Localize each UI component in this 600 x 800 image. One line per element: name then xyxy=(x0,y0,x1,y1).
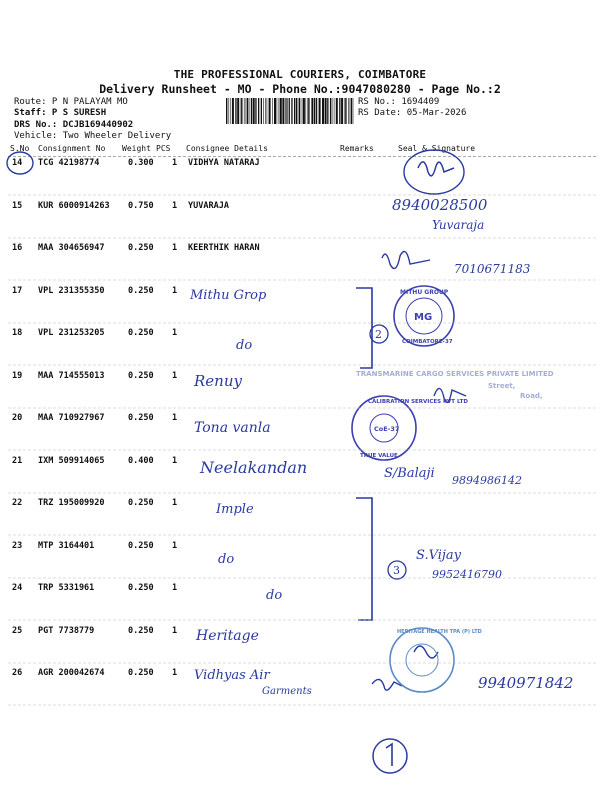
row14-signature-scribble xyxy=(418,162,454,176)
barcode-bar xyxy=(285,98,286,124)
barcode-bar xyxy=(274,98,276,124)
barcode-bar xyxy=(353,98,354,124)
consignee-name: KEERTHIK HARAN xyxy=(188,243,260,253)
consignment-number: PGT 7738779 xyxy=(38,626,95,636)
barcode-bar xyxy=(230,98,231,124)
row16-signature-scribble xyxy=(382,252,430,269)
col-header-consignee: Consignee Details xyxy=(186,144,268,153)
barcode-bar xyxy=(314,98,315,124)
transmarine-line1: TRANSMARINE CARGO SERVICES PRIVATE LIMITED xyxy=(356,370,554,378)
barcode-bar xyxy=(341,98,343,124)
barcode-bar xyxy=(263,98,264,124)
staff-label: Staff: P S SURESH xyxy=(14,108,107,118)
consignee-name: VIDHYA NATARAJ xyxy=(188,158,260,168)
drs-label: DRS No.: DCJB169440902 xyxy=(14,120,134,130)
calibration-center-text: CoE-37 xyxy=(374,425,400,433)
row21-phone-handwritten: 9894986142 xyxy=(452,474,522,487)
weight-value: 0.250 xyxy=(128,286,154,296)
consignee-name: YUVARAJA xyxy=(188,201,229,211)
weight-value: 0.250 xyxy=(128,583,154,593)
barcode-bar xyxy=(348,98,349,124)
row-number: 18 xyxy=(12,328,23,338)
row-number: 14 xyxy=(12,158,23,168)
barcode-bar xyxy=(247,98,248,124)
consignment-number: VPL 231355350 xyxy=(38,286,105,296)
weight-value: 0.250 xyxy=(128,626,154,636)
barcode-bar xyxy=(265,98,266,124)
barcode-bar xyxy=(334,98,335,124)
barcode-bar xyxy=(325,98,327,124)
weight-value: 0.300 xyxy=(128,158,154,168)
calibration-ring-text: CALIBRATION SERVICES PVT LTD xyxy=(368,399,468,405)
consignment-number: KUR 6000914263 xyxy=(38,201,110,211)
row24-sign-handwritten: S.Vijay xyxy=(416,548,462,563)
col-header-pcs: PCS xyxy=(156,144,171,153)
row18-circle-mark xyxy=(370,325,388,343)
row-number: 24 xyxy=(12,583,23,593)
pieces-count: 1 xyxy=(172,413,178,423)
barcode-bar xyxy=(336,98,338,124)
barcode-bar xyxy=(258,98,259,124)
barcode-image xyxy=(226,98,354,124)
barcode-bar xyxy=(298,98,299,124)
row24-ditto-handwritten: do xyxy=(266,588,283,603)
row-number: 17 xyxy=(12,286,23,296)
row-number: 16 xyxy=(12,243,23,253)
barcode-bar xyxy=(327,98,328,124)
barcode-bar xyxy=(253,98,255,124)
page-circle-mark xyxy=(373,739,407,773)
consignment-number: MTP 3164401 xyxy=(38,541,95,551)
consignment-number: MAA 714555013 xyxy=(38,371,105,381)
pieces-count: 1 xyxy=(172,456,178,466)
bracket-rows-17-19 xyxy=(356,288,372,368)
barcode-bar xyxy=(251,98,252,124)
barcode-bar xyxy=(287,98,288,124)
barcode-bar xyxy=(351,98,352,124)
row-number: 22 xyxy=(12,498,23,508)
barcode-bar xyxy=(249,98,250,124)
row-number: 23 xyxy=(12,541,23,551)
row-number: 26 xyxy=(12,668,23,678)
row16-phone-handwritten: 7010671183 xyxy=(454,262,531,276)
row15-name-handwritten: Yuvaraja xyxy=(432,218,485,232)
barcode-bar xyxy=(311,98,313,124)
transmarine-line3: Road, xyxy=(520,392,543,400)
col-header-consignment: Consignment No xyxy=(38,144,106,153)
row24-circle-digit: 3 xyxy=(393,564,400,577)
pieces-count: 1 xyxy=(172,541,178,551)
consignment-number: MAA 304656947 xyxy=(38,243,105,253)
pieces-count: 1 xyxy=(172,201,178,211)
row20-name-handwritten: Tona vanla xyxy=(194,420,271,436)
rs-number: RS No.: 1694409 xyxy=(358,97,440,107)
pieces-count: 1 xyxy=(172,243,178,253)
pieces-count: 1 xyxy=(172,158,178,168)
barcode-bar xyxy=(308,98,309,124)
mithu-stamp-bottom: COIMBATORE-37 xyxy=(402,339,453,345)
barcode-bar xyxy=(269,98,271,124)
rs-date: RS Date: 05-Mar-2026 xyxy=(358,108,467,118)
barcode-bar xyxy=(302,98,303,124)
barcode-bar xyxy=(303,98,305,124)
pieces-count: 1 xyxy=(172,328,178,338)
barcode-bar xyxy=(226,98,227,124)
pieces-count: 1 xyxy=(172,286,178,296)
barcode-bar xyxy=(286,98,287,124)
row23-ditto-handwritten: do xyxy=(218,552,235,567)
row25-signature-scribble xyxy=(414,646,438,658)
row-number: 20 xyxy=(12,413,23,423)
weight-value: 0.250 xyxy=(128,541,154,551)
row17-name-handwritten: Mithu Grop xyxy=(190,288,267,303)
barcode-bar xyxy=(245,98,246,124)
row22-name-handwritten: Imple xyxy=(216,502,254,517)
weight-value: 0.250 xyxy=(128,498,154,508)
weight-value: 0.250 xyxy=(128,243,154,253)
barcode-bar xyxy=(272,98,273,124)
barcode-bar xyxy=(296,98,297,124)
barcode-bar xyxy=(241,98,242,124)
barcode-bar xyxy=(279,98,280,124)
row15-phone-handwritten: 8940028500 xyxy=(392,196,488,214)
barcode-bar xyxy=(332,98,333,124)
row26-phone-handwritten: 9940971842 xyxy=(478,674,574,692)
barcode-bar xyxy=(280,98,282,124)
weight-value: 0.400 xyxy=(128,456,154,466)
barcode-bar xyxy=(232,98,234,124)
pieces-count: 1 xyxy=(172,626,178,636)
mithu-stamp-mid: MG xyxy=(414,312,433,323)
vehicle-label: Vehicle: Two Wheeler Delivery xyxy=(14,131,172,141)
barcode-bar xyxy=(346,98,347,124)
barcode-bar xyxy=(228,98,229,124)
row19-name-handwritten: Renuy xyxy=(194,372,242,390)
row19-signature-scribble xyxy=(434,388,466,402)
weight-value: 0.250 xyxy=(128,668,154,678)
row21-name-handwritten: Neelakandan xyxy=(200,458,308,477)
pieces-count: 1 xyxy=(172,583,178,593)
barcode-bar xyxy=(306,98,307,124)
col-header-weight: Weight xyxy=(122,144,151,153)
weight-value: 0.250 xyxy=(128,413,154,423)
row26-name2-handwritten: Garments xyxy=(262,686,312,697)
pieces-count: 1 xyxy=(172,498,178,508)
barcode-bar xyxy=(294,98,295,124)
mithu-group-stamp xyxy=(394,286,454,346)
consignment-number: TCG 42198774 xyxy=(38,158,100,168)
calibration-stamp xyxy=(352,396,468,460)
barcode-bar xyxy=(350,98,351,124)
row24-circle-mark xyxy=(388,561,406,579)
company-title: THE PROFESSIONAL COURIERS, COIMBATORE xyxy=(173,68,427,81)
row-number: 15 xyxy=(12,201,23,211)
row18-circle-digit: 2 xyxy=(375,328,382,341)
barcode-bar xyxy=(267,98,268,124)
row26-signature-scribble xyxy=(372,679,402,690)
barcode-bar xyxy=(246,98,247,124)
barcode-bar xyxy=(345,98,346,124)
consignment-number: IXM 509914065 xyxy=(38,456,105,466)
row-number: 25 xyxy=(12,626,23,636)
row25-name-handwritten: Heritage xyxy=(196,628,259,644)
barcode-bar xyxy=(330,98,331,124)
route-label: Route: P N PALAYAM MO xyxy=(14,97,128,107)
barcode-bar xyxy=(316,98,317,124)
barcode-bar xyxy=(243,98,244,124)
barcode-bar xyxy=(235,98,236,124)
barcode-bar xyxy=(319,98,321,124)
transmarine-line2: Street, xyxy=(488,382,516,390)
barcode-bar xyxy=(261,98,262,124)
bracket-rows-22-24 xyxy=(356,498,372,620)
row-number: 21 xyxy=(12,456,23,466)
barcode-bar xyxy=(291,98,292,124)
barcode-bar xyxy=(309,98,310,124)
barcode-bar xyxy=(277,98,278,124)
mithu-stamp-top: MITHU GROUP xyxy=(400,289,449,296)
transmarine-stamp xyxy=(356,370,554,400)
barcode-bar xyxy=(237,98,239,124)
consignment-number: MAA 710927967 xyxy=(38,413,105,423)
consignment-number: AGR 200042674 xyxy=(38,668,105,678)
row18-ditto-handwritten: do xyxy=(236,338,253,353)
barcode-bar xyxy=(322,98,324,124)
col-header-no: S.No xyxy=(10,144,30,153)
barcode-bar xyxy=(255,98,256,124)
row26-name-handwritten: Vidhyas Air xyxy=(194,668,270,683)
runsheet-subtitle: Delivery Runsheet - MO - Phone No.:9047080280 - Page No.:2 xyxy=(99,82,501,96)
barcode-bar xyxy=(299,98,300,124)
pieces-count: 1 xyxy=(172,371,178,381)
barcode-bar xyxy=(289,98,290,124)
barcode-bar xyxy=(282,98,284,124)
consignment-number: TRP 5331961 xyxy=(38,583,95,593)
row24-phone-handwritten: 9952416790 xyxy=(432,568,502,581)
col-header-seal: Seal & Signature xyxy=(398,144,476,153)
col-header-remarks: Remarks xyxy=(340,144,374,153)
heritage-stamp xyxy=(390,628,482,692)
weight-value: 0.250 xyxy=(128,371,154,381)
consignment-number: VPL 231253205 xyxy=(38,328,105,338)
header-divider xyxy=(8,156,596,157)
row-number: 19 xyxy=(12,371,23,381)
pieces-count: 1 xyxy=(172,668,178,678)
heritage-ring-text: HERITAGE HEALTH TPA (P) LTD xyxy=(397,629,482,635)
weight-value: 0.750 xyxy=(128,201,154,211)
weight-value: 0.250 xyxy=(128,328,154,338)
consignment-number: TRZ 195009920 xyxy=(38,498,105,508)
page-circle-digit xyxy=(386,744,392,766)
barcode-bar xyxy=(339,98,340,124)
calibration-ring-text-2: TRUE VALUE xyxy=(360,453,398,459)
row21-sign-handwritten: S/Balaji xyxy=(384,466,435,481)
